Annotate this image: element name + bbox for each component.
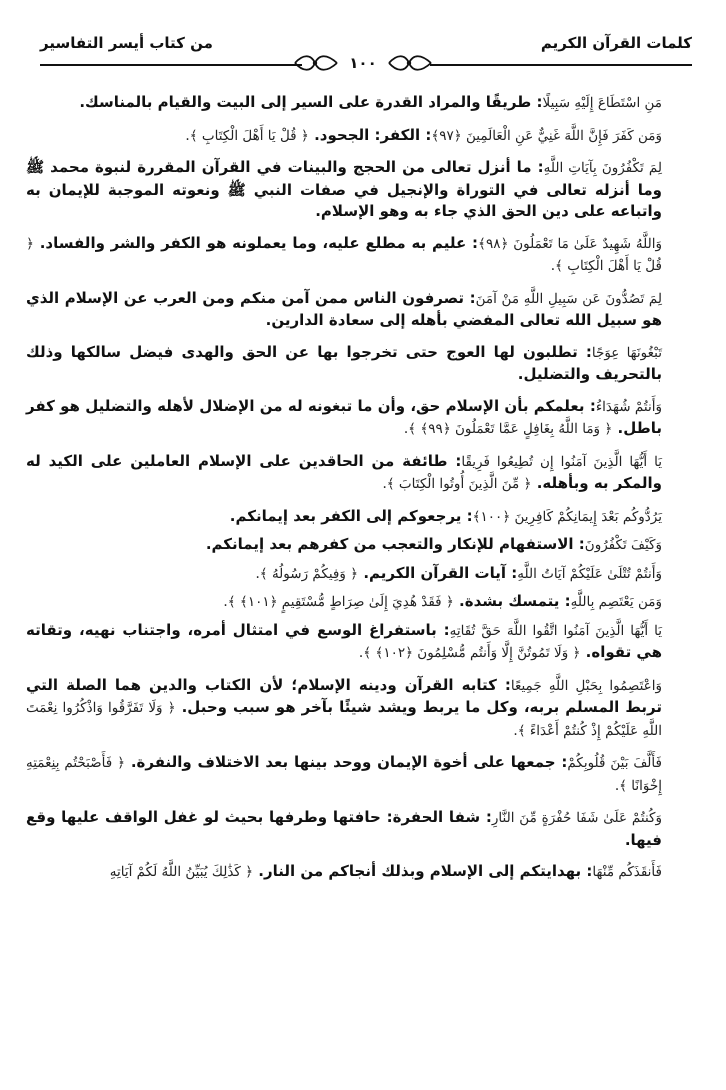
explanation-text: : تطلبون لها العوج حتى تخرجوا بها عن الحق والهدى فيضل سالكها وذلك بالتحريف والتضليل. [26,342,662,383]
quran-term: يَا أَيُّهَا الَّذِينَ آمَنُوا إِن تُطِيعُوا فَرِيقًا [461,453,662,470]
quran-quote: ﴿ قُلْ يَا أَهْلَ الْكِتَابِ ﴾. [26,235,662,274]
quran-quote: ﴿ كَذَٰلِكَ يُبَيِّنُ اللَّهُ لَكُمْ آيَاتِهِ [109,864,254,880]
running-title-left: من كتاب أيسر التفاسير [40,34,213,52]
quran-quote: ﴿ قُلْ يَا أَهْلَ الْكِتَابِ ﴾. [185,127,309,144]
glossary-entry [26,563,692,586]
quran-term: وَاللَّهُ شَهِيدٌ عَلَىٰ مَا تَعْمَلُونَ ﴿٩٨﴾ [478,235,662,252]
glossary-entry [26,620,692,665]
explanation-text: : جمعها على أخوة الإيمان ووحد بينها بعد الاختلاف والنفرة. [130,753,568,771]
glossary-entry [26,288,692,332]
quran-term: لِمَ تَكْفُرُونَ بِآيَاتِ اللَّهِ [543,160,663,176]
ornament-right-icon [387,52,433,74]
running-title-right: كلمات القرآن الكريم [540,34,692,52]
glossary-entry [26,92,692,115]
explanation-text: : عليم به مطلع عليه، وما يعملونه هو الكفر والشر والفساد. [39,233,479,252]
page-number-ornament [0,52,726,74]
explanation-text: : يتمسك بشدة. [459,592,571,610]
explanation-text: : طريقًا والمراد القدرة على السير إلى البيت والقيام بالمناسك. [79,93,543,111]
quran-quote: ﴿ وَمَا اللَّهُ بِغَافِلٍ عَمَّا تَعْمَلُونَ ﴿٩٩﴾ ﴾. [403,421,613,437]
explanation-text: : كتابه القرآن ودينه الإسلام؛ لأن الكتاب والدين هما الصلة التي تربط المسلم بربه، وكل ما يربط ويشد شيئًا بآخر هو سبب وحبل. [26,675,662,716]
explanation-text: : بعلمكم بأن الإسلام حق، وأن ما تبغونه له من الإضلال لأهله والتضليل هو كفر باطل. [26,396,662,437]
quran-term: وَكُنتُمْ عَلَىٰ شَفَا حُفْرَةٍ مِّنَ النَّارِ [491,810,662,826]
explanation-text: : الاستفهام للإنكار والتعجب من كفرهم بعد إيمانكم. [205,535,585,553]
quran-term: وَاعْتَصِمُوا بِحَبْلِ اللَّهِ جَمِيعًا [510,677,662,694]
quran-term: وَكَيْفَ تَكْفُرُونَ [584,537,662,553]
explanation-text: : آيات القرآن الكريم. [363,563,518,582]
quran-term: يَا أَيُّهَا الَّذِينَ آمَنُوا اتَّقُوا اللَّهَ حَقَّ تُقَاتِهِ [449,622,662,639]
quran-term: فَأَنقَذَكُم مِّنْهَا [592,864,662,880]
quran-term: فَأَلَّفَ بَيْنَ قُلُوبِكُمْ [567,755,662,771]
quran-term: يَرُدُّوكُم بَعْدَ إِيمَانِكُمْ كَافِرِينَ ﴿١٠٠﴾ [472,508,662,525]
glossary-body [26,92,692,894]
glossary-entry [26,534,692,557]
quran-term: وَأَنتُمْ شُهَدَاءُ [595,398,662,415]
explanation-text: : بهدايتكم إلى الإسلام وبذلك أنجاكم من النار. [258,862,593,880]
glossary-entry [26,157,692,223]
quran-term: وَأَنتُمْ تُتْلَىٰ عَلَيْكُمْ آيَاتُ اللَّهِ [517,565,662,582]
quran-term: مَنِ اسْتَطَاعَ إِلَيْهِ سَبِيلًا [542,95,662,111]
ornament-left-icon [293,52,339,74]
quran-quote: ﴿ وَفِيكُمْ رَسُولُهُ ﴾. [255,565,359,582]
glossary-entry [26,342,692,386]
explanation-text: : يرجعوكم إلى الكفر بعد إيمانكم. [229,506,473,525]
quran-term: وَمَن كَفَرَ فَإِنَّ اللَّهَ غَنِيٌّ عَنِ الْعَالَمِينَ ﴿٩٧﴾ [431,127,662,144]
quran-quote: ﴿ فَأَصْبَحْتُم بِنِعْمَتِهِ إِخْوَانًا ﴾. [26,755,662,794]
quran-quote: ﴿ فَقَدْ هُدِيَ إِلَىٰ صِرَاطٍ مُّسْتَقِيمٍ ﴿١٠١﴾ ﴾. [223,594,454,610]
quran-quote: ﴿ وَلَا تَمُوتُنَّ إِلَّا وَأَنتُم مُّسْلِمُونَ ﴿١٠٢﴾ ﴾. [358,645,581,661]
glossary-entry [26,861,692,884]
glossary-entry [26,125,692,148]
glossary-entry [26,591,692,614]
quran-quote: ﴿ وَلَا تَفَرَّقُوا وَاذْكُرُوا نِعْمَتَ اللَّهِ عَلَيْكُمْ إِذْ كُنتُمْ أَعْدَاءً ﴾. [26,700,662,739]
explanation-text: : باستفراغ الوسع في امتثال أمره، واجتناب نهيه، وتقاته هي تقواه. [26,620,662,661]
glossary-entry [26,451,692,496]
glossary-entry [26,807,692,851]
page-number: ١٠٠ [349,54,377,72]
quran-term: لِمَ تَصُدُّونَ عَن سَبِيلِ اللَّهِ مَنْ آمَنَ [475,290,662,307]
quran-quote: ﴿ مِّنَ الَّذِينَ أُوتُوا الْكِتَابَ ﴾. [382,476,532,492]
explanation-text: : الكفر: الجحود. [314,125,432,144]
explanation-text: : شفا الحفرة: حافتها وطرفها بحيث لو غفل الواقف عليها وقع فيها. [26,808,662,849]
glossary-entry [26,506,692,529]
explanation-text: : ما أنزل تعالى من الحجج والبينات في القرآن المقررة لنبوة محمد ﷺ وما أنزله تعالى في التوراة والإنجيل في صفات النبي ﷺ ونعوته الموجبة للإيمان به واتباعه على دين الحق الذي جاء به وهو الإسلام. [26,158,662,220]
explanation-text: : طائفة من الحاقدين على الإسلام العاملين على الكيد له والمكر به وبأهله. [26,451,662,492]
quran-term: وَمَن يَعْتَصِم بِاللَّهِ [570,594,662,610]
glossary-entry [26,233,692,278]
glossary-entry [26,396,692,441]
explanation-text: : تصرفون الناس ممن آمن منكم ومن العرب عن الإسلام الذي هو سبيل الله تعالى المفضي بأهله إلى سعادة الدارين. [26,288,662,329]
quran-term: تَبْغُونَهَا عِوَجًا [591,344,662,361]
glossary-entry [26,675,692,743]
glossary-entry [26,752,692,797]
